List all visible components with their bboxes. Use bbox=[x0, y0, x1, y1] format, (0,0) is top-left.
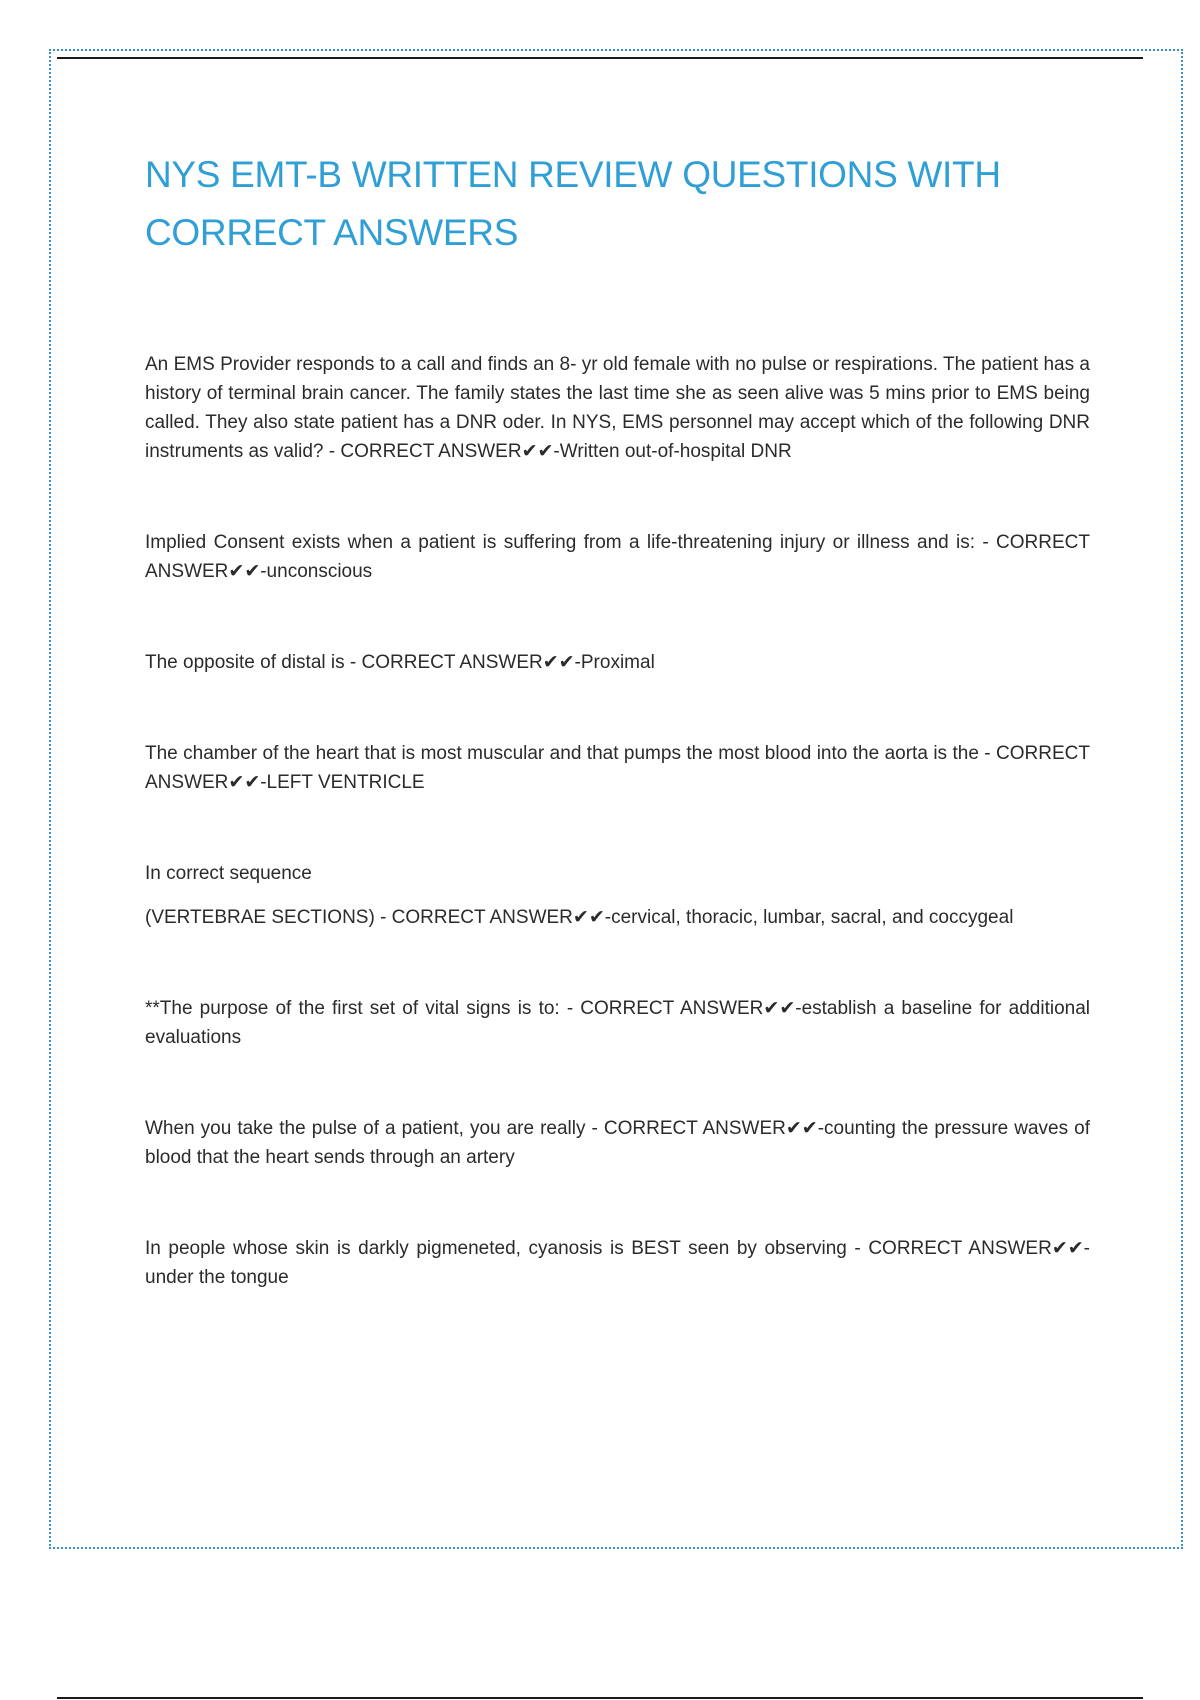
qa-item-pulse: When you take the pulse of a patient, you are really - CORRECT ANSWER✔✔-counting the pressure waves of blood that the heart sends through an artery bbox=[145, 1118, 1090, 1168]
qa-item-vertebrae: (VERTEBRAE SECTIONS) - CORRECT ANSWER✔✔-cervical, thoracic, lumbar, sacral, and coccygeal bbox=[145, 907, 1014, 928]
bottom-rule bbox=[57, 1697, 1143, 1699]
qa-item-cyanosis: In people whose skin is darkly pigmeneted, cyanosis is BEST seen by observing - CORRECT ANSWER✔✔-under the tongue bbox=[145, 1238, 1090, 1288]
qa-item-implied-consent: Implied Consent exists when a patient is suffering from a life-threatening injury or illness and is: - CORRECT ANSWER✔✔-unconscious bbox=[145, 532, 1090, 582]
qa-item-sequence-heading: In correct sequence bbox=[145, 863, 312, 884]
qa-item-distal: The opposite of distal is - CORRECT ANSWER✔✔-Proximal bbox=[145, 652, 655, 673]
qa-item-heart-chamber: The chamber of the heart that is most muscular and that pumps the most blood into the aorta is the - CORRECT ANSWER✔✔-LEFT VENTRICLE bbox=[145, 743, 1090, 793]
document-title: NYS EMT-B WRITTEN REVIEW QUESTIONS WITH CORRECT ANSWERS bbox=[145, 154, 1001, 253]
qa-item-dnr: An EMS Provider responds to a call and finds an 8- yr old female with no pulse or respirations. The patient has a history of terminal brain cancer. The family states the last time she as seen alive was 5 mins prior to EMS being called. They also state patient has a DNR oder. In NYS, EMS personnel may accept which of the following DNR instruments as valid? - CORRECT ANSWER✔✔-Written out-of-hospital DNR bbox=[145, 354, 1090, 462]
top-rule bbox=[57, 57, 1143, 59]
qa-list bbox=[145, 350, 1090, 1292]
qa-item-vital-signs: **The purpose of the first set of vital signs is to: - CORRECT ANSWER✔✔-establish a baseline for additional evaluations bbox=[145, 998, 1090, 1048]
